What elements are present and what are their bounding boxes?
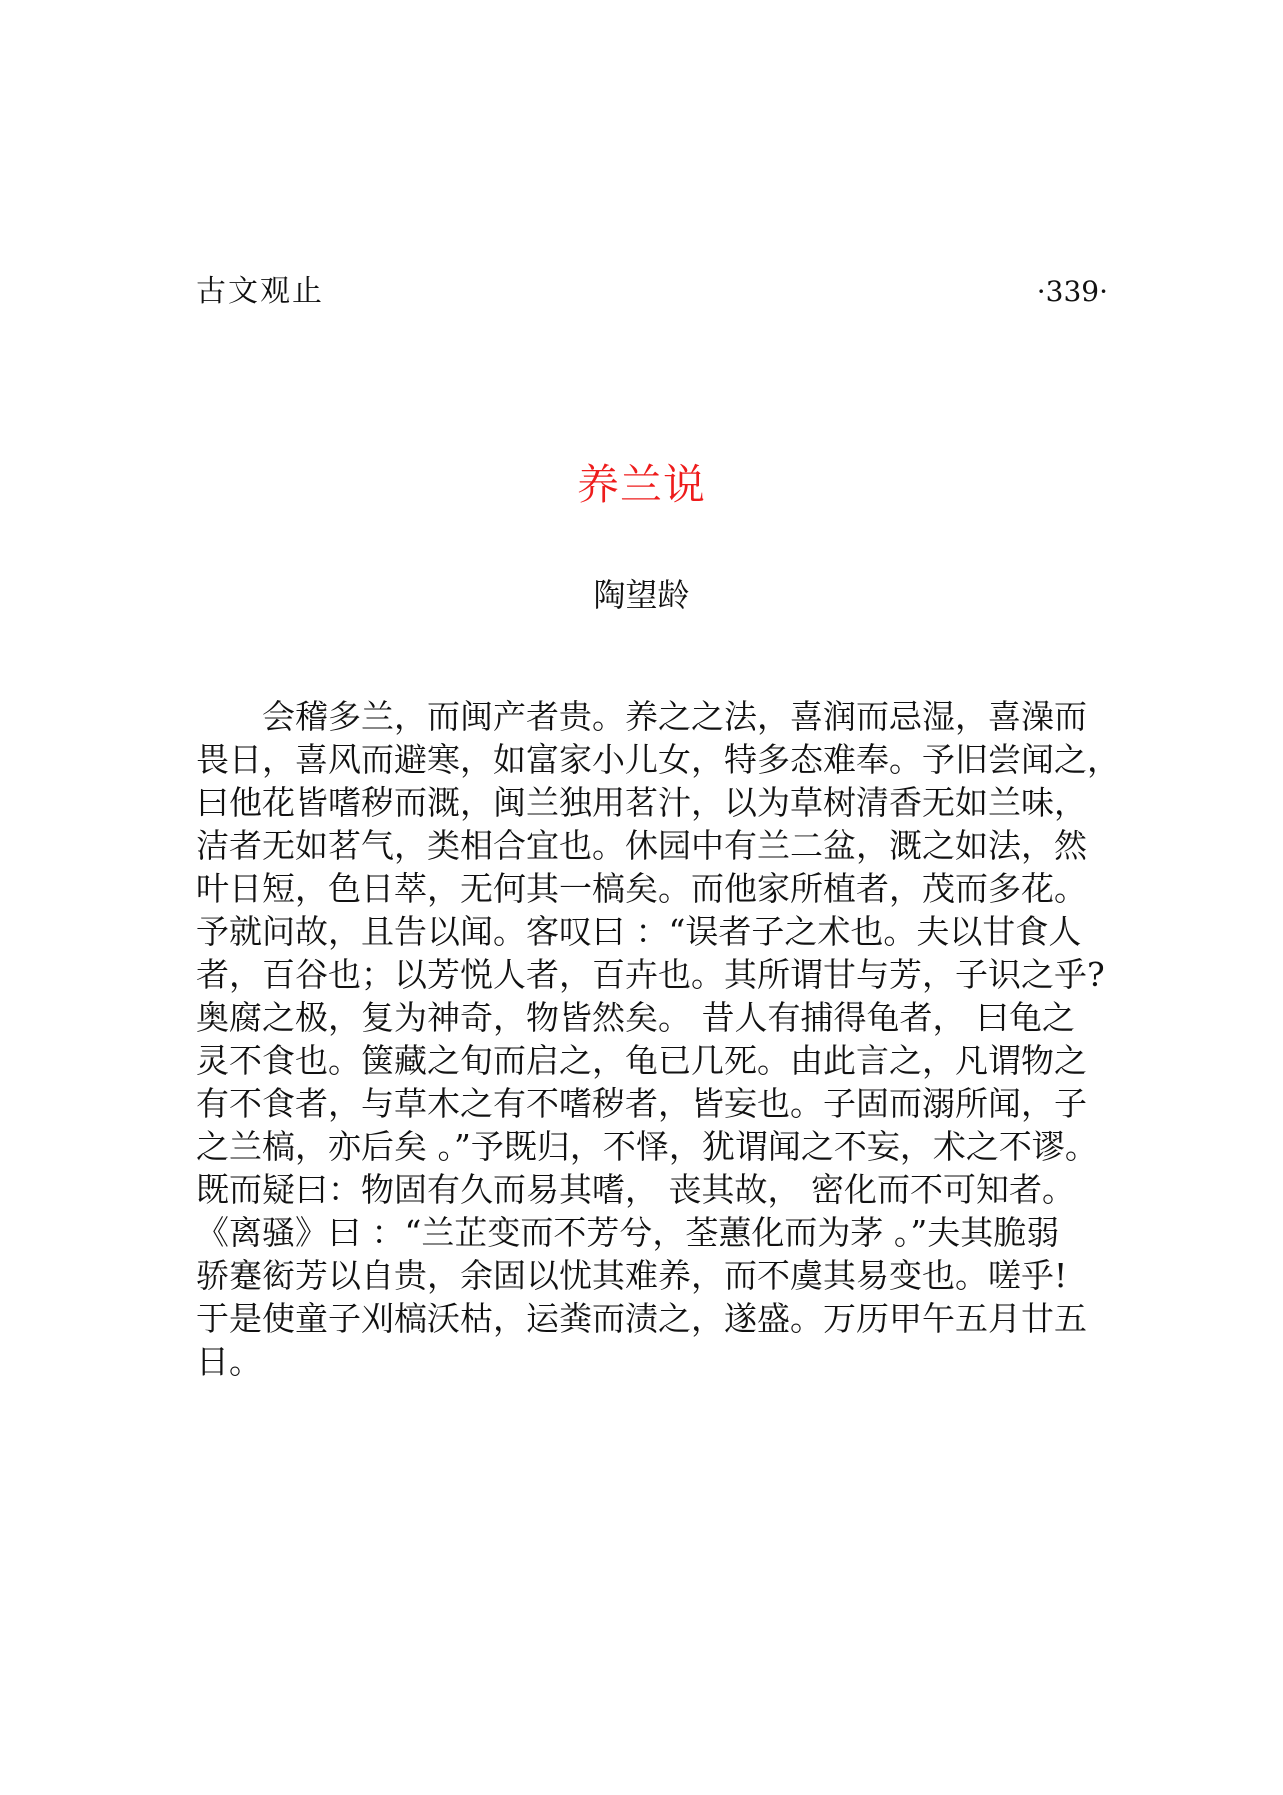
- page-number: ·339·: [1036, 275, 1108, 308]
- article-body: [196, 695, 1120, 1383]
- body-line: 予就问故，且告以闻。客叹曰 ：“误者子之术也。夫以甘食人: [196, 912, 1082, 951]
- body-line: 日。: [196, 1342, 262, 1381]
- page-header: [196, 270, 1108, 314]
- body-line: 于是使童子刈槁沃枯，运粪而渍之，遂盛。万历甲午五月廿五: [196, 1299, 1087, 1338]
- running-header-book-title: 古文观止: [196, 274, 324, 309]
- body-line: 曰他花皆嗜秽而溉，闽兰独用茗汁，以为草树清香无如兰味，: [196, 783, 1087, 822]
- article-author: 陶望龄: [593, 576, 690, 614]
- body-line: 之兰槁，亦后矣 。”予既归，不怿，犹谓闻之不妄，术之不谬。: [196, 1127, 1098, 1166]
- body-line: 既而疑曰：物固有久而易其嗜， 丧其故， 密化而不可知者。: [196, 1170, 1075, 1209]
- body-line: 有不食者，与草木之有不嗜秽者，皆妄也。子固而溺所闻，子: [196, 1084, 1087, 1123]
- article-title: 养兰说: [576, 460, 706, 509]
- body-line: 畏日，喜风而避寒，如富家小儿女，特多态难奉。予旧尝闻之，: [196, 740, 1120, 779]
- body-line: 洁者无如茗气，类相合宜也。休园中有兰二盆，溉之如法，然: [196, 826, 1087, 865]
- body-line: 《离骚》曰 ：“兰芷变而不芳兮，荃蕙化而为茅 。”夫其脆弱: [196, 1213, 1060, 1252]
- body-line: 奥腐之极，复为神奇，物皆然矣。 昔人有捕得龟者， 曰龟之: [196, 998, 1075, 1037]
- body-line: 骄蹇衒芳以自贵，余固以忧其难养，而不虞其易变也。嗟乎!: [196, 1256, 1068, 1295]
- body-line: 叶日短，色日萃，无何其一槁矣。而他家所植者，茂而多花。: [196, 869, 1087, 908]
- body-line: 者，百谷也；以芳悦人者，百卉也。其所谓甘与芳，子识之乎?: [196, 955, 1105, 994]
- body-line: 会稽多兰，而闽产者贵。养之之法，喜润而忌湿，喜澡而: [262, 697, 1087, 736]
- body-line: 灵不食也。箧藏之旬而启之，龟已几死。由此言之，凡谓物之: [196, 1041, 1087, 1080]
